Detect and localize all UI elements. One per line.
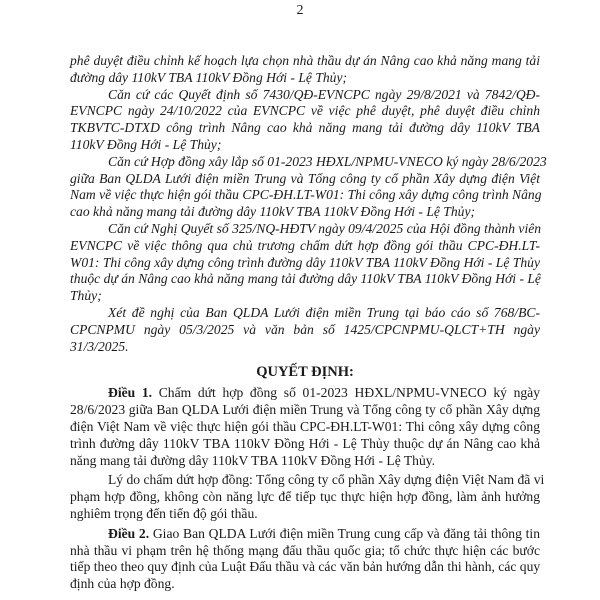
article-2: [70, 526, 540, 593]
line-text: thuộc dự án Nâng cao khả năng mang tải đường dây 110kV TBA 110kV Đồng Hới - Lệ: [70, 271, 541, 287]
line-text: năng mang tải đường dây 110kV TBA 110kV Đồng Hới - Lệ Thủy.: [70, 452, 436, 468]
text-line: [70, 255, 540, 272]
line-text: Lý do chấm dứt hợp đồng: Tổng công ty cổ phần Xây dựng điện Việt Nam đã vi: [108, 472, 545, 488]
line-text: EVNCPC ngày 24/10/2022 của EVNCPC về việc phê duyệt, phê duyệt điều chỉnh: [70, 103, 540, 119]
line-text: 110kV Đồng Hới - Lệ Thủy;: [70, 136, 222, 152]
text-line: [70, 137, 540, 154]
line-text: phạm hợp đồng, không còn năng lực để tiếp tục thực hiện hợp đồng, làm ảnh hưởng: [70, 489, 540, 505]
line-text: 31/3/2025.: [70, 338, 129, 354]
text-line: [70, 576, 540, 593]
text-line: [70, 526, 540, 543]
text-line: [70, 472, 545, 489]
text-line: [70, 339, 540, 356]
line-text: Căn cứ Nghị Quyết số 325/NQ-HĐTV ngày 09/4/2025 của Hội đồng thành viên: [108, 220, 542, 236]
page-number: 2: [296, 3, 304, 18]
text-line: [70, 288, 540, 305]
text-line: [70, 53, 540, 70]
line-text: trình đường dây 110kV TBA 110kV Đồng Hới - Lệ Thủy thuộc dự án Nâng cao khả: [70, 435, 540, 451]
article-label: Điều 2.: [108, 525, 150, 541]
text-line: [70, 153, 547, 171]
text-line: [70, 187, 540, 204]
line-text: W01: Thi công xây dựng công trình đường dây 110kV TBA 110kV Đồng Hới - Lệ Thủy: [70, 254, 540, 270]
line-text: Căn cứ Hợp đồng xây lắp số 01-2023 HĐXL/NPMU-VNECO ký ngày 28/6/2023: [108, 153, 547, 169]
text-line: [70, 419, 540, 436]
text-line: [70, 87, 540, 104]
line-text: đường dây 110kV TBA 110kV Đồng Hới - Lệ Thủy;: [70, 69, 348, 85]
decision-heading: QUYẾT ĐỊNH:: [256, 364, 354, 381]
preamble-paragraph-2: [70, 87, 540, 154]
text-line: [70, 70, 540, 87]
text-line: [70, 489, 540, 506]
text-line: [70, 543, 540, 560]
text-line: [70, 402, 540, 419]
line-text: CPCNPMU ngày 05/3/2025 và văn bản số 1425/CPCNPMU-QLCT+TH ngày: [70, 321, 540, 337]
document-body: [70, 53, 547, 593]
line-text: TKBVTC-DTXD công trình Nâng cao khả năng mang tải đường dây 110kV TBA: [70, 120, 540, 136]
text-line: [70, 322, 540, 339]
line-text: EVNCPC về việc thông qua chủ trương chấm dứt hợp đồng gói thầu CPC-ĐH.LT-: [70, 237, 540, 253]
text-line: [70, 506, 540, 523]
line-text: điện Việt Nam về việc thực hiện gói thầu CPC-ĐH.LT-W01: Thi công xây dựng công: [70, 418, 540, 434]
text-line: [70, 171, 540, 188]
line-text: 28/6/2023 giữa Ban QLDA Lưới điện miền Trung và Tổng công ty cổ phần Xây dựng: [70, 402, 540, 418]
preamble-paragraph-3: [70, 153, 547, 221]
line-text: tiếp theo theo quy định của Luật Đấu thầu và các văn bản hướng dẫn thi hành, các quy: [70, 559, 541, 575]
text-line: [70, 559, 540, 576]
text-line: [70, 436, 540, 453]
text-line: [70, 453, 540, 470]
text-line: [70, 385, 540, 402]
line-text: Căn cứ các Quyết định số 7430/QĐ-EVNCPC ngày 29/8/2021 và 7842/QĐ-: [108, 86, 540, 102]
line-text: Giao Ban QLDA Lưới điện miền Trung cung cấp và đăng tải thông tin: [149, 525, 540, 541]
text-line: [70, 305, 540, 322]
line-text: phê duyệt điều chỉnh kế hoạch lựa chọn nhà thầu dự án Nâng cao khả năng mang tải: [70, 53, 540, 68]
preamble-paragraph-4: [70, 221, 540, 305]
line-text: cao khả năng mang tải đường dây 110kV TBA 110kV Đồng Hới - Lệ Thủy;: [70, 204, 476, 220]
line-text: nhà thầu vi phạm trên hệ thống mạng đấu thầu quốc gia; tổ chức thực hiện các bước: [70, 542, 540, 558]
article-1: [70, 385, 540, 469]
text-line: [70, 238, 540, 255]
preamble-paragraph-5: [70, 305, 540, 355]
line-text: Nam về việc thực hiện gói thầu CPC-ĐH.LT-W01: Thi công xây dựng công trình Nâng: [70, 187, 542, 203]
line-text: giữa Ban QLDA Lưới điện miền Trung và Tổng công ty cổ phần Xây dựng điện Việt: [70, 170, 540, 186]
line-text: nghiêm trọng đến tiến độ gói thầu.: [70, 505, 258, 521]
line-text: Thủy;: [70, 288, 102, 304]
text-line: [70, 271, 540, 288]
line-text: Chấm dứt hợp đồng số 01-2023 HĐXL/NPMU-VNECO ký ngày: [152, 385, 541, 401]
line-text: Xét đề nghị của Ban QLDA Lưới điện miền Trung tại báo cáo số 768/BC-: [108, 304, 540, 320]
preamble-paragraph-1: [70, 53, 540, 87]
text-line: [70, 120, 540, 137]
article-1-reason: [70, 472, 545, 522]
text-line: [70, 204, 540, 221]
line-text: định của hợp đồng.: [70, 576, 175, 592]
text-line: [70, 103, 540, 120]
article-label: Điều 1.: [108, 385, 153, 401]
text-line: [70, 221, 540, 238]
